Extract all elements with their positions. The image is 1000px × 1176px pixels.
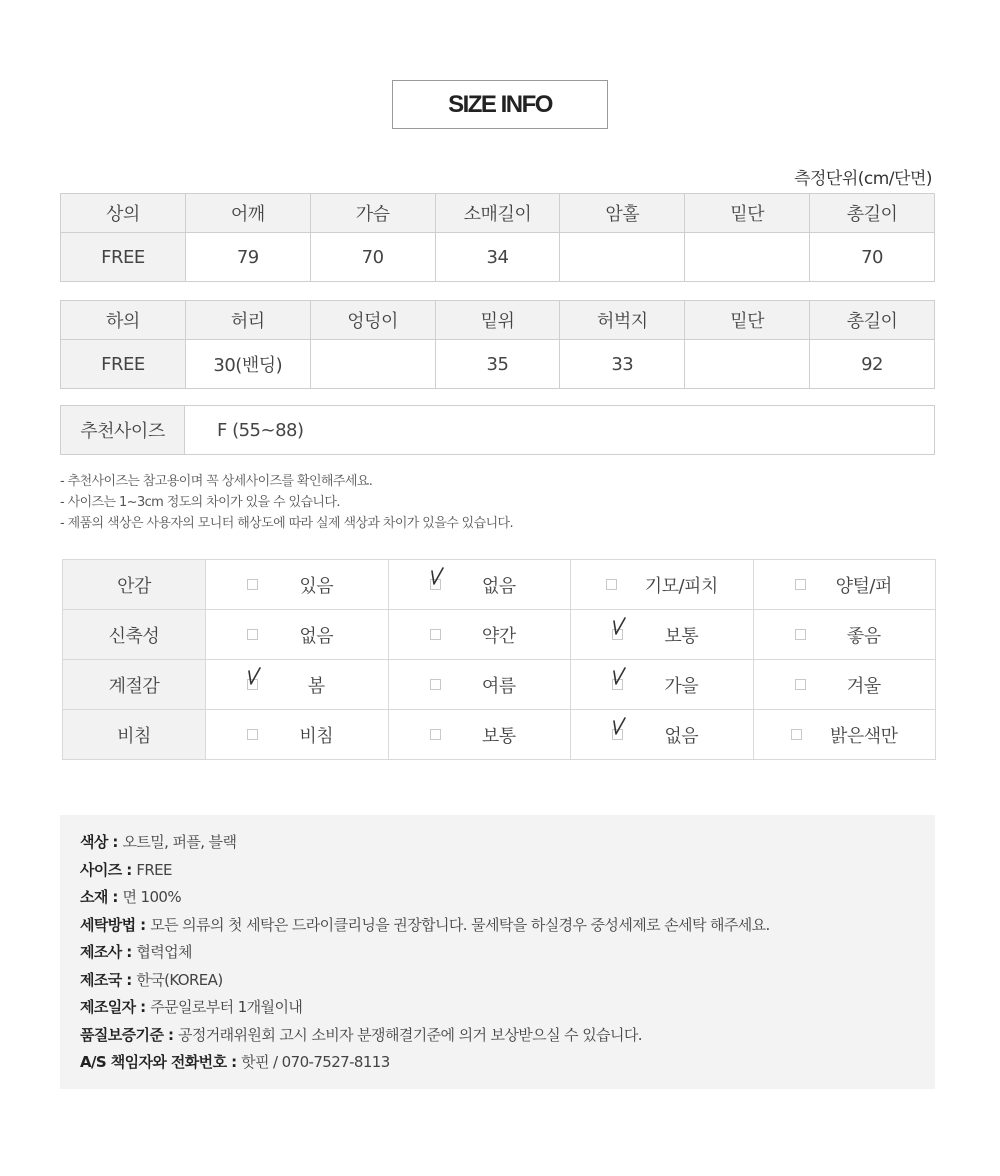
feature-row: [63, 560, 936, 610]
top-value-cell: 34: [435, 233, 560, 282]
top-header-cell: 어깨: [185, 194, 310, 233]
bottom-header-cell: 밑단: [685, 301, 810, 340]
product-info-box: [60, 815, 935, 1089]
feature-row: [63, 660, 936, 710]
product-info-key: A/S 책임자와 전화번호 :: [80, 1053, 242, 1071]
feature-option-label: 보통: [664, 625, 699, 647]
feature-label: 계절감: [63, 660, 206, 710]
checkbox-icon: [247, 729, 258, 740]
product-info-value: 주문일로부터 1개월이내: [150, 998, 303, 1016]
feature-option-label: 약간: [481, 625, 516, 647]
bottom-header-cell: 엉덩이: [310, 301, 435, 340]
feature-label: 비침: [63, 710, 206, 760]
product-info-value: 오트밀, 퍼플, 블랙: [122, 833, 237, 851]
feature-option: [571, 722, 753, 748]
bottom-value-cell: [685, 340, 810, 389]
checkmark-icon: [428, 566, 446, 586]
feature-option-label: 기모/피치: [644, 575, 718, 597]
product-info-row: [80, 1049, 770, 1077]
top-value-cell: FREE: [61, 233, 186, 282]
feature-option-label: 양털/퍼: [835, 575, 892, 597]
checked-checkbox-icon: [247, 679, 258, 690]
feature-option-label: 봄: [307, 675, 325, 697]
feature-option: [754, 672, 936, 698]
product-info-value: 공정거래위원회 고시 소비자 분쟁해결기준에 의거 보상받으실 수 있습니다.: [177, 1025, 642, 1044]
checkmark-icon: [245, 666, 263, 686]
fabric-feature-table: [62, 559, 936, 760]
feature-option-cell: [753, 560, 936, 610]
bottom-header-cell: 허벅지: [560, 301, 685, 340]
checked-checkbox-icon: [612, 729, 623, 740]
bottom-header-cell: 허리: [185, 301, 310, 340]
feature-option-label: 가을: [664, 675, 699, 697]
feature-option-cell: [571, 660, 754, 710]
product-info-key: 색상 :: [80, 833, 123, 851]
product-info-row: [80, 994, 770, 1022]
top-value-cell: 79: [185, 233, 310, 282]
product-info-key: 세탁방법 :: [80, 915, 151, 934]
product-info-row: [80, 1022, 770, 1050]
bottom-table-value-row: [61, 340, 935, 389]
checkbox-icon: [430, 729, 441, 740]
feature-option-cell: [388, 660, 571, 710]
product-info-key: 사이즈 :: [80, 860, 137, 879]
top-table-value-row: [61, 233, 935, 282]
product-info-row: [80, 829, 770, 857]
feature-option: [389, 572, 571, 598]
product-info-value: 모든 의류의 첫 세탁은 드라이클리닝을 권장합니다. 물세탁을 하실경우 중성세제로 손세탁 해주세요.: [150, 915, 770, 934]
feature-option-cell: [206, 660, 389, 710]
product-info-row: [80, 939, 770, 967]
feature-option: [571, 572, 753, 598]
recommended-size-value: F (55~88): [217, 419, 304, 441]
bottom-header-cell: 하의: [61, 301, 186, 340]
checkmark-icon: [610, 616, 628, 636]
bottom-value-cell: FREE: [61, 340, 186, 389]
feature-row: [63, 710, 936, 760]
note-line: - 제품의 색상은 사용자의 모니터 해상도에 따라 실제 색상과 차이가 있을수 있습니다.: [60, 516, 514, 531]
product-info-row: [80, 884, 770, 912]
feature-option-cell: [388, 710, 571, 760]
feature-option-label: 여름: [481, 675, 516, 697]
checked-checkbox-icon: [612, 629, 623, 640]
checked-checkbox-icon: [612, 679, 623, 690]
feature-option-cell: [753, 710, 936, 760]
product-info-key: 품질보증기준 :: [80, 1025, 178, 1044]
checkbox-icon: [247, 629, 258, 640]
checkbox-icon: [791, 729, 802, 740]
bottom-value-cell: 35: [435, 340, 560, 389]
feature-option-cell: [571, 610, 754, 660]
feature-option-label: 없음: [664, 725, 699, 747]
feature-option: [206, 622, 388, 648]
feature-option-label: 없음: [481, 575, 516, 597]
checkbox-icon: [795, 629, 806, 640]
product-info-value: FREE: [136, 860, 172, 879]
top-table-header-row: [61, 194, 935, 233]
product-info-value: 한국(KOREA): [136, 970, 223, 989]
checkbox-icon: [606, 579, 617, 590]
feature-option-cell: [753, 610, 936, 660]
top-header-cell: 총길이: [810, 194, 935, 233]
top-value-cell: 70: [310, 233, 435, 282]
product-info-row: [80, 967, 770, 995]
checkbox-icon: [430, 629, 441, 640]
feature-option: [206, 722, 388, 748]
product-info-key: 제조국 :: [80, 970, 137, 989]
top-header-cell: 상의: [61, 194, 186, 233]
feature-option: [754, 722, 936, 748]
checkbox-icon: [795, 579, 806, 590]
note-line: - 사이즈는 1~3cm 정도의 차이가 있을 수 있습니다.: [60, 495, 340, 510]
checkmark-icon: [610, 666, 628, 686]
feature-option: [206, 672, 388, 698]
bottom-header-cell: 총길이: [810, 301, 935, 340]
bottom-size-table: [60, 300, 935, 389]
feature-label: 안감: [63, 560, 206, 610]
top-value-cell: 70: [810, 233, 935, 282]
size-notes: [60, 471, 513, 534]
checkmark-icon: [610, 716, 628, 736]
feature-option: [206, 572, 388, 598]
product-info-value: 핫핀 / 070-7527-8113: [241, 1053, 390, 1071]
bottom-value-cell: 30(밴딩): [185, 340, 310, 389]
feature-row: [63, 610, 936, 660]
feature-option-label: 없음: [299, 625, 334, 647]
size-info-title: SIZE INFO: [392, 80, 608, 129]
top-header-cell: 암홀: [560, 194, 685, 233]
product-info-key: 소재 :: [80, 888, 123, 906]
feature-option-cell: [388, 560, 571, 610]
feature-label: 신축성: [63, 610, 206, 660]
top-size-table: [60, 193, 935, 282]
checked-checkbox-icon: [430, 579, 441, 590]
feature-option-cell: [206, 560, 389, 610]
product-info-row: [80, 912, 770, 940]
top-header-cell: 가슴: [310, 194, 435, 233]
note-line: - 추천사이즈는 참고용이며 꼭 상세사이즈를 확인해주세요.: [60, 474, 373, 489]
product-info-key: 제조일자 :: [80, 998, 151, 1016]
feature-option-cell: [753, 660, 936, 710]
product-info-value: 면 100%: [122, 888, 181, 906]
feature-option: [754, 622, 936, 648]
feature-option: [571, 672, 753, 698]
bottom-value-cell: 92: [810, 340, 935, 389]
feature-option-cell: [388, 610, 571, 660]
bottom-table-header-row: [61, 301, 935, 340]
checkbox-icon: [795, 679, 806, 690]
product-info-list: [80, 829, 770, 1077]
feature-option: [571, 622, 753, 648]
feature-option-cell: [571, 560, 754, 610]
feature-option-label: 비침: [299, 725, 334, 747]
product-info-row: [80, 857, 770, 885]
top-header-cell: 밑단: [685, 194, 810, 233]
top-value-cell: [560, 233, 685, 282]
feature-option: [389, 722, 571, 748]
bottom-value-cell: [310, 340, 435, 389]
recommended-size-label: 추천사이즈: [61, 406, 185, 454]
feature-option-label: 보통: [481, 725, 516, 747]
recommended-size-box: [60, 405, 935, 455]
top-header-cell: 소매길이: [435, 194, 560, 233]
bottom-value-cell: 33: [560, 340, 685, 389]
feature-option-label: 있음: [299, 575, 334, 597]
feature-option-cell: [206, 610, 389, 660]
measurement-unit-label: 측정단위(cm/단면): [794, 169, 932, 189]
feature-option-label: 좋음: [846, 625, 881, 647]
top-value-cell: [685, 233, 810, 282]
checkbox-icon: [430, 679, 441, 690]
feature-option: [754, 572, 936, 598]
product-info-value: 협력업체: [136, 943, 192, 961]
feature-option: [389, 672, 571, 698]
feature-option-cell: [571, 710, 754, 760]
feature-option-label: 밝은색만: [829, 725, 898, 747]
feature-option: [389, 622, 571, 648]
product-info-key: 제조사 :: [80, 943, 137, 961]
bottom-header-cell: 밑위: [435, 301, 560, 340]
feature-option-label: 겨울: [846, 675, 881, 697]
feature-option-cell: [206, 710, 389, 760]
checkbox-icon: [247, 579, 258, 590]
